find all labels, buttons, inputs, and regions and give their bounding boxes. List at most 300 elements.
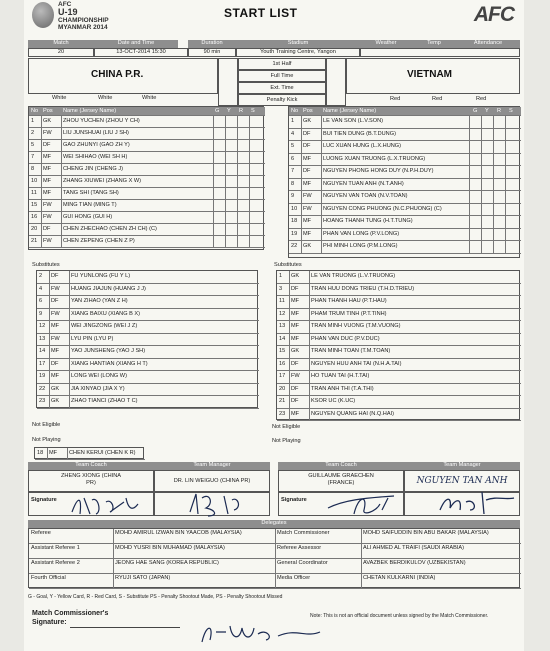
stat-cell <box>469 216 481 229</box>
stat-cell <box>237 164 249 176</box>
player-name: PHAN VAN LONG (P.V.LONG) <box>323 230 400 237</box>
away-kit-socks: Red <box>476 96 487 102</box>
col-divider <box>301 166 302 179</box>
away-kit-shirt: Red <box>390 96 401 102</box>
col-divider <box>49 371 50 384</box>
player-row <box>29 164 265 176</box>
stat-cell <box>481 141 493 154</box>
player-pos: MF <box>291 335 300 342</box>
col-divider <box>49 296 50 309</box>
stat-cell <box>225 236 237 248</box>
stat-cell <box>213 128 225 140</box>
home-team-box <box>28 58 218 94</box>
player-row <box>289 229 521 242</box>
col-divider <box>41 212 42 224</box>
col-divider <box>301 229 302 242</box>
player-name: CHEN ZEPENG (CHEN Z P) <box>63 238 135 244</box>
player-pos: GK <box>303 243 312 249</box>
player-name: LUC XUAN HUNG (L.X.HUNG) <box>323 143 402 149</box>
stat-cell <box>481 154 493 167</box>
player-no: 23 <box>39 398 46 404</box>
col-divider <box>361 544 362 559</box>
col-divider <box>289 271 290 284</box>
player-name: PHAN VAN DUC (P.V.DUC) <box>311 335 380 342</box>
stat-cell <box>237 128 249 140</box>
stat-cell <box>237 212 249 224</box>
col-divider <box>69 296 70 309</box>
player-row <box>29 176 265 188</box>
stat-cell <box>505 191 517 204</box>
col-divider <box>309 396 310 409</box>
col-divider <box>61 128 62 140</box>
stat-cell <box>481 191 493 204</box>
col-divider <box>49 346 50 359</box>
player-row <box>289 241 521 254</box>
stat-cell <box>469 129 481 142</box>
player-no: 20 <box>279 385 286 392</box>
player-row <box>29 224 265 236</box>
away-subs-label: Substitutes <box>274 262 302 268</box>
player-row <box>37 396 259 409</box>
player-no: 21 <box>279 398 286 404</box>
player-name: ZHAO TIANCI (ZHAO T C) <box>71 398 138 404</box>
away-coach-signature <box>324 490 404 518</box>
col-divider <box>309 271 310 284</box>
official-name2: AVAZBEK BERDIKULOV (UZBEKISTAN) <box>363 560 466 566</box>
player-pos: MF <box>51 348 60 354</box>
col-divider <box>321 141 322 154</box>
player-pos: DF <box>51 298 59 304</box>
player-name: TANG SHI (TANG SH) <box>63 190 119 196</box>
stat-cell <box>213 200 225 212</box>
stat-cell <box>249 128 261 140</box>
player-pos: DF <box>51 360 59 367</box>
period-ext-time: Ext. Time <box>238 82 326 94</box>
col-divider <box>69 284 70 297</box>
col-divider <box>61 140 62 152</box>
player-name: HO TUAN TAI (H.T.TAI) <box>311 373 370 379</box>
player-row <box>37 359 259 372</box>
away-team-box <box>346 58 520 94</box>
logo-line: CHAMPIONSHIP <box>58 17 109 24</box>
col-divider <box>41 200 42 212</box>
player-pos: GK <box>291 348 300 354</box>
player-row <box>35 448 145 460</box>
col-divider <box>301 129 302 142</box>
stat-cell <box>213 164 225 176</box>
player-no: 18 <box>291 218 298 224</box>
col-divider <box>49 321 50 334</box>
player-row <box>29 236 265 248</box>
stat-cell <box>225 152 237 164</box>
col-divider <box>321 229 322 242</box>
official-role2: Referee Assessor <box>277 545 322 551</box>
player-name: WEI SHIHAO (WEI SH H) <box>63 154 128 160</box>
away-manager-label: Team Manager <box>404 462 520 470</box>
col-divider <box>289 321 290 334</box>
official-name2: CHETAN KULKARNI (INDIA) <box>363 575 436 581</box>
player-pos: FW <box>43 202 52 208</box>
player-pos: MF <box>291 410 300 417</box>
player-no: 1 <box>279 273 283 279</box>
stat-cell <box>493 191 505 204</box>
col-divider <box>41 164 42 176</box>
col-divider <box>321 191 322 204</box>
col-divider <box>49 359 50 372</box>
col-divider <box>67 448 68 460</box>
player-no: 11 <box>31 190 37 196</box>
official-role2: Media Officer <box>277 575 311 581</box>
col-divider <box>321 241 322 254</box>
player-row <box>37 296 259 309</box>
col-divider <box>289 409 290 422</box>
stat-cell <box>213 236 225 248</box>
afc-logo: AFC <box>473 3 514 26</box>
stat-cell <box>469 229 481 242</box>
match-duration: 90 min <box>188 48 236 57</box>
col-divider <box>61 152 62 164</box>
player-name: NGUYEN VAN TOAN (N.V.TOAN) <box>323 193 408 199</box>
player-pos: MF <box>43 178 52 184</box>
player-row <box>29 116 265 128</box>
official-role: Fourth Official <box>31 575 66 581</box>
stat-cell <box>237 140 249 152</box>
player-row <box>29 140 265 152</box>
player-name: KSOR UC (K.UC) <box>311 398 356 404</box>
col-divider <box>41 140 42 152</box>
start-list-sheet <box>24 0 524 651</box>
col-divider <box>41 188 42 200</box>
player-no: 19 <box>39 373 46 379</box>
player-pos: FW <box>303 205 312 212</box>
home-not-playing-label: Not Playing <box>32 437 61 443</box>
player-no: 16 <box>31 214 38 220</box>
stat-cell <box>481 229 493 242</box>
player-name: XIANG HANTIAN (XIANG H T) <box>71 360 148 367</box>
col-divider <box>309 296 310 309</box>
match-number: 20 <box>28 48 94 57</box>
player-row <box>277 334 521 347</box>
official-name: MOHD YUSRI BIN MUHAMAD (MALAYSIA) <box>115 545 225 551</box>
player-row <box>37 321 259 334</box>
player-row <box>289 191 521 204</box>
player-row <box>277 346 521 359</box>
player-no: 11 <box>279 298 285 304</box>
player-no: 2 <box>39 273 43 279</box>
player-no: 3 <box>279 285 283 292</box>
official-row <box>29 544 521 559</box>
official-name2: MOHD SAIFUDDIN BIN ABU BAKAR (MALAYSIA) <box>363 530 489 536</box>
period-full-time: Full Time <box>238 70 326 82</box>
stat-cell <box>505 129 517 142</box>
player-name: NGUYEN TUAN ANH (N.T.ANH) <box>323 180 404 187</box>
stat-cell <box>505 116 517 129</box>
player-row <box>29 128 265 140</box>
stat-cell <box>493 241 505 254</box>
player-name: LE VAN SON (L.V.SON) <box>323 118 383 124</box>
col-divider <box>301 154 302 167</box>
player-name: PHAM TRUM TINH (P.T.TINH) <box>311 310 387 317</box>
player-name: CHEN ZHECHAO (CHEN ZH CH) (C) <box>63 226 157 232</box>
home-not-playing-table <box>34 447 144 459</box>
col-divider <box>289 396 290 409</box>
col-divider <box>321 129 322 142</box>
player-row <box>277 371 521 384</box>
col-divider <box>309 309 310 322</box>
official-row <box>29 529 521 544</box>
col-divider <box>61 200 62 212</box>
player-name: NGUYEN CONG PHUONG (N.C.PHUONG) (C) <box>323 205 442 212</box>
col-divider <box>69 271 70 284</box>
official-role: Assistant Referee 1 <box>31 545 80 551</box>
player-no: 20 <box>31 226 38 232</box>
player-pos: GK <box>303 118 312 124</box>
player-name: FU YUNLONG (FU Y L) <box>71 273 131 279</box>
col-divider <box>309 371 310 384</box>
player-row <box>277 271 521 284</box>
col-divider <box>289 334 290 347</box>
away-subs-table <box>276 270 520 420</box>
col-divider <box>69 396 70 409</box>
col-divider <box>309 321 310 334</box>
player-name: LE VAN TRUONG (L.V.TRUONG) <box>311 273 396 279</box>
home-kit-shorts: White <box>98 95 113 101</box>
stat-cell <box>225 140 237 152</box>
col-divider <box>113 544 114 559</box>
player-row <box>289 179 521 192</box>
player-no: 7 <box>291 168 295 174</box>
player-name: LONG WEI (LONG W) <box>71 373 127 379</box>
stat-cell <box>213 224 225 236</box>
col-divider <box>289 296 290 309</box>
col-divider <box>321 204 322 217</box>
stat-cell <box>225 224 237 236</box>
player-pos: MF <box>291 298 300 304</box>
col-divider <box>309 359 310 372</box>
col-divider <box>301 116 302 129</box>
stat-cell <box>481 216 493 229</box>
player-name: YAN ZIHAO (YAN Z H) <box>71 298 128 304</box>
col-goal: G <box>473 108 478 114</box>
stat-cell <box>225 176 237 188</box>
officials-table <box>28 528 520 588</box>
col-divider <box>41 116 42 128</box>
temp-label: Temp <box>412 40 456 48</box>
col-divider <box>69 359 70 372</box>
signature-label: Signature <box>281 497 307 503</box>
away-score-box <box>326 58 346 106</box>
official-role: Referee <box>31 530 51 536</box>
player-pos: MF <box>291 323 300 329</box>
col-divider <box>301 179 302 192</box>
col-divider <box>49 334 50 347</box>
player-name: ZHOU YUCHEN (ZHOU Y CH) <box>63 118 140 124</box>
player-pos: DF <box>43 226 51 232</box>
date-label: Date and Time <box>94 40 178 48</box>
match-stadium: Youth Training Centre, Yangon <box>236 48 360 57</box>
player-row <box>29 188 265 200</box>
commissioner-signature <box>196 618 326 648</box>
home-table-header <box>29 107 265 116</box>
player-row <box>37 284 259 297</box>
player-pos: MF <box>51 323 60 329</box>
col-divider <box>41 128 42 140</box>
stat-cell <box>213 152 225 164</box>
away-coach-label: Team Coach <box>278 462 404 470</box>
col-divider <box>69 321 70 334</box>
home-score-box <box>218 58 238 106</box>
player-name: PHI MINH LONG (P.M.LONG) <box>323 243 398 249</box>
stat-cell <box>469 204 481 217</box>
attendance-label: Attendance <box>456 40 520 48</box>
stat-cell <box>505 204 517 217</box>
col-no: No <box>291 108 299 114</box>
player-name: WEI JINGZONG (WEI J Z) <box>71 323 138 329</box>
col-divider <box>113 529 114 544</box>
stat-cell <box>469 191 481 204</box>
player-name: BUI TIEN DUNG (B.T.DUNG) <box>323 130 396 137</box>
player-row <box>277 409 521 422</box>
player-name: JIA XINYAO (JIA X Y) <box>71 385 125 392</box>
player-pos: MF <box>51 373 60 379</box>
player-pos: DF <box>291 385 299 392</box>
player-pos: MF <box>43 154 52 160</box>
player-no: 9 <box>39 310 43 317</box>
player-no: 10 <box>31 178 38 184</box>
commissioner-signature-line <box>70 627 180 628</box>
stat-cell <box>237 152 249 164</box>
stat-cell <box>237 236 249 248</box>
player-no: 4 <box>291 130 295 137</box>
player-no: 12 <box>279 310 286 317</box>
stat-cell <box>469 179 481 192</box>
player-pos: MF <box>49 450 58 456</box>
player-pos: FW <box>43 214 52 220</box>
logo-line: U-19 <box>58 7 78 17</box>
player-pos: DF <box>291 360 299 367</box>
player-pos: MF <box>303 230 312 237</box>
stat-cell <box>469 241 481 254</box>
home-kit-socks: White <box>142 95 157 101</box>
col-divider <box>321 116 322 129</box>
official-row <box>29 574 521 589</box>
col-divider <box>301 216 302 229</box>
col-divider <box>61 224 62 236</box>
player-pos: MF <box>303 155 312 162</box>
player-name: HOANG THANH TUNG (H.T.TUNG) <box>323 218 413 224</box>
stat-cell <box>213 188 225 200</box>
player-no: 21 <box>31 238 38 244</box>
player-no: 1 <box>31 118 35 124</box>
player-pos: DF <box>303 143 311 149</box>
player-name: CHENG JIN (CHENG J) <box>63 166 123 172</box>
player-no: 1 <box>291 118 295 124</box>
col-divider <box>49 384 50 397</box>
col-divider <box>301 204 302 217</box>
col-divider <box>309 284 310 297</box>
col-divider <box>289 384 290 397</box>
player-no: 4 <box>39 285 43 292</box>
player-no: 8 <box>31 166 35 172</box>
col-divider <box>41 224 42 236</box>
player-name: LUONG XUAN TRUONG (L.X.TRUONG) <box>323 155 426 162</box>
player-pos: FW <box>43 238 52 244</box>
stat-cell <box>493 179 505 192</box>
player-row <box>289 154 521 167</box>
player-pos: FW <box>51 310 60 317</box>
player-no: 2 <box>31 130 35 136</box>
player-no: 8 <box>291 180 295 187</box>
player-row <box>277 284 521 297</box>
player-no: 13 <box>279 323 286 329</box>
player-no: 13 <box>39 335 46 342</box>
col-yellow: Y <box>485 108 489 114</box>
stat-cell <box>225 200 237 212</box>
official-name2: ALI AHMED AL TRAIFI (SAUDI ARABIA) <box>363 545 465 551</box>
player-no: 22 <box>291 243 298 249</box>
player-pos: DF <box>291 285 299 292</box>
stat-cell <box>213 140 225 152</box>
away-coach-name: GUILLAUME GRAECHEN (FRANCE) <box>278 470 404 492</box>
col-sub: S <box>509 108 513 114</box>
stat-cell <box>493 141 505 154</box>
home-coach-signature <box>68 492 148 518</box>
stat-cell <box>225 164 237 176</box>
col-divider <box>275 529 276 544</box>
player-no: 19 <box>291 230 298 237</box>
stat-cell <box>249 188 261 200</box>
col-divider <box>61 188 62 200</box>
col-divider <box>41 176 42 188</box>
official-role: Assistant Referee 2 <box>31 560 80 566</box>
player-no: 17 <box>279 373 286 379</box>
player-row <box>277 384 521 397</box>
stat-cell <box>505 141 517 154</box>
stat-cell <box>505 179 517 192</box>
player-row <box>29 152 265 164</box>
logo-line: AFC <box>58 1 72 8</box>
player-name: LIU JUNSHUAI (LIU J SH) <box>63 130 129 136</box>
player-pos: DF <box>303 168 311 174</box>
stat-cell <box>505 229 517 242</box>
stat-cell <box>249 116 261 128</box>
stat-cell <box>237 224 249 236</box>
player-no: 14 <box>279 335 286 342</box>
col-divider <box>69 384 70 397</box>
stat-cell <box>249 176 261 188</box>
player-row <box>289 116 521 129</box>
player-row <box>277 296 521 309</box>
player-row <box>37 271 259 284</box>
home-team-name: CHINA P.R. <box>91 69 144 80</box>
home-manager-label: Team Manager <box>154 462 270 470</box>
delegates-label: Delegates <box>28 520 520 528</box>
col-divider <box>69 334 70 347</box>
home-not-eligible-label: Not Eligible <box>32 422 61 428</box>
period-penalty-kick: Penalty Kick <box>238 94 326 106</box>
stat-cell <box>505 166 517 179</box>
stat-cell <box>237 188 249 200</box>
col-yellow: Y <box>227 108 231 114</box>
col-goal: G <box>215 108 220 114</box>
stat-cell <box>481 241 493 254</box>
stadium-label: Stadium <box>236 40 360 48</box>
player-pos: DF <box>303 130 311 137</box>
player-pos: MF <box>43 166 52 172</box>
stat-cell <box>213 212 225 224</box>
stat-cell <box>237 116 249 128</box>
commissioner-label-1: Match Commissioner's <box>32 610 109 617</box>
